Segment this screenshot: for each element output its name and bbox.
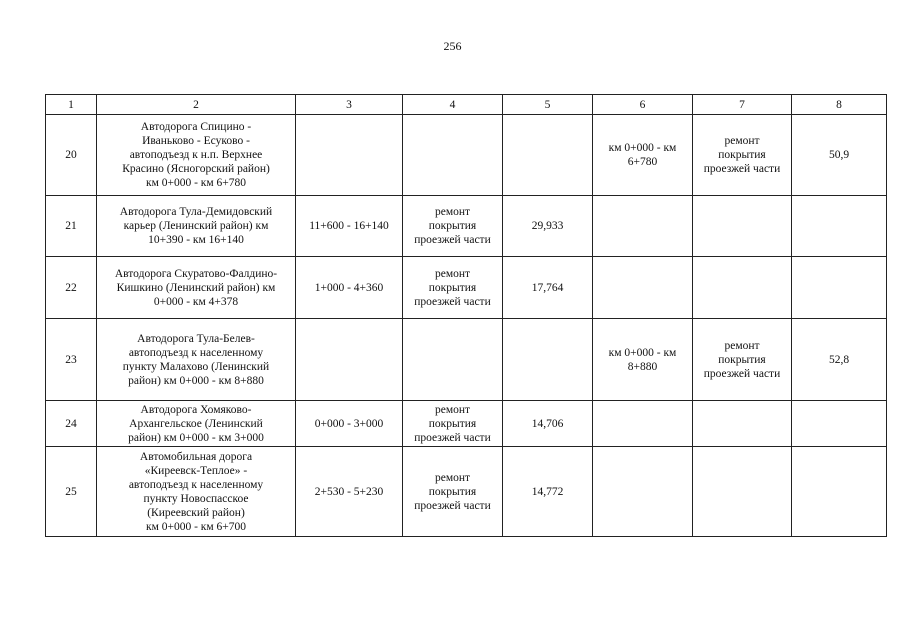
section2-cell: [593, 401, 693, 447]
value-cell: 29,933: [503, 196, 593, 257]
cell-line: проезжей части: [414, 234, 491, 246]
cell-line: ремонт: [434, 267, 471, 280]
cell-line: ремонт: [434, 206, 471, 218]
cell-line: Архангельское (Ленинский: [129, 417, 263, 430]
cell-line: проезжей части: [414, 499, 491, 512]
work-type2-cell: [693, 196, 792, 257]
section-cell: 2+530 - 5+230: [296, 447, 403, 537]
cell-line: км 0+000 - км: [608, 142, 677, 154]
cell-line: покрытия: [718, 353, 766, 366]
road-name-cell: [97, 196, 296, 257]
value-cell: 17,764: [503, 257, 593, 319]
cell-line: ремонт: [434, 403, 471, 416]
road-repair-table: [45, 94, 887, 537]
value2-cell: [792, 196, 887, 257]
header-cell: 5: [503, 95, 593, 115]
table-row: [46, 447, 887, 537]
cell-line: Автодорога Спицино -: [140, 121, 252, 133]
cell-line: проезжей части: [414, 295, 491, 308]
row-number-cell: 23: [46, 319, 97, 401]
road-name-cell: [97, 319, 296, 401]
cell-line: км 0+000 - км 6+700: [145, 520, 247, 533]
cell-line: км 0+000 - км: [608, 346, 677, 359]
cell-line: район) км 0+000 - км 8+880: [128, 374, 264, 387]
section-cell: [296, 115, 403, 196]
header-cell: 2: [97, 95, 296, 115]
page-number: 256: [443, 39, 462, 53]
work-type-cell: [403, 196, 503, 257]
table-body: [46, 95, 887, 537]
road-name-cell: [97, 447, 296, 537]
section2-cell: [593, 447, 693, 537]
cell-line: Красино (Ясногорский район): [122, 163, 270, 175]
header-cell: 4: [403, 95, 503, 115]
cell-line: ремонт: [724, 135, 760, 147]
cell-line: район) км 0+000 - км 3+000: [128, 431, 264, 444]
row-number-cell: 22: [46, 257, 97, 319]
work-type2-cell: [693, 447, 792, 537]
work-type-cell: [403, 401, 503, 447]
row-number-cell: 25: [46, 447, 97, 537]
row-number-cell: 21: [46, 196, 97, 257]
value-cell: 14,706: [503, 401, 593, 447]
cell-line: км 0+000 - км 6+780: [145, 177, 247, 189]
cell-line: Автомобильная дорога: [139, 450, 253, 463]
cell-line: Автодорога Тула-Белев-: [137, 332, 255, 345]
section-cell: 1+000 - 4+360: [296, 257, 403, 319]
cell-line: Кишкино (Ленинский район) км: [116, 281, 276, 294]
table-row: [46, 401, 887, 447]
header-cell: 7: [693, 95, 792, 115]
work-type2-cell: [693, 257, 792, 319]
work-type2-cell: [693, 115, 792, 196]
cell-line: Автодорога Скуратово-Фалдино-: [114, 267, 278, 280]
cell-line: покрытия: [428, 220, 477, 232]
work-type2-cell: [693, 401, 792, 447]
header-cell: 6: [593, 95, 693, 115]
row-number-cell: 24: [46, 401, 97, 447]
cell-line: Автодорога Тула-Демидовский: [119, 206, 273, 218]
table-row: [46, 257, 887, 319]
road-name-cell: [97, 401, 296, 447]
cell-line: проезжей части: [703, 367, 781, 380]
cell-line: пункту Малахово (Ленинский: [122, 360, 270, 373]
value-cell: [503, 319, 593, 401]
work-type-cell: [403, 319, 503, 401]
header-cell: 1: [46, 95, 97, 115]
section-cell: [296, 319, 403, 401]
cell-line: 0+000 - км 4+378: [153, 295, 239, 308]
cell-line: автоподъезд к населенному: [128, 346, 264, 359]
section2-cell: [593, 115, 693, 196]
value2-cell: 52,8: [792, 319, 887, 401]
header-cell: 3: [296, 95, 403, 115]
cell-line: Иваньково - Есуково -: [142, 135, 250, 147]
value2-cell: 50,9: [792, 115, 887, 196]
value-cell: [503, 115, 593, 196]
cell-line: автоподъезд к населенному: [128, 478, 264, 491]
cell-line: 10+390 - км 16+140: [148, 234, 244, 246]
cell-line: карьер (Ленинский район) км: [123, 220, 269, 232]
table-row: [46, 196, 887, 257]
table-row: [46, 115, 887, 196]
cell-line: (Киреевский район): [147, 506, 245, 519]
work-type-cell: [403, 115, 503, 196]
section-cell: 11+600 - 16+140: [296, 196, 403, 257]
cell-line: покрытия: [428, 485, 477, 498]
header-row: [46, 95, 887, 115]
road-name-cell: [97, 257, 296, 319]
work-type-cell: [403, 257, 503, 319]
row-number-cell: 20: [46, 115, 97, 196]
cell-line: ремонт: [724, 339, 760, 352]
section2-cell: [593, 319, 693, 401]
cell-line: покрытия: [428, 417, 477, 430]
cell-line: покрытия: [718, 149, 766, 161]
cell-line: ремонт: [434, 471, 471, 484]
cell-line: покрытия: [428, 281, 477, 294]
table-row: [46, 319, 887, 401]
work-type2-cell: [693, 319, 792, 401]
cell-line: пункту Новоспасское: [143, 492, 249, 505]
cell-line: проезжей части: [703, 163, 781, 175]
value2-cell: [792, 401, 887, 447]
section-cell: 0+000 - 3+000: [296, 401, 403, 447]
value2-cell: [792, 447, 887, 537]
cell-line: Автодорога Хомяково-: [140, 403, 252, 416]
header-cell: 8: [792, 95, 887, 115]
cell-line: 6+780: [627, 156, 658, 168]
road-name-cell: [97, 115, 296, 196]
cell-line: «Киреевск-Теплое» -: [144, 464, 248, 477]
work-type-cell: [403, 447, 503, 537]
cell-line: проезжей части: [414, 431, 491, 444]
section2-cell: [593, 196, 693, 257]
value-cell: 14,772: [503, 447, 593, 537]
section2-cell: [593, 257, 693, 319]
cell-line: автоподъезд к н.п. Верхнее: [129, 149, 263, 161]
cell-line: 8+880: [627, 360, 658, 373]
value2-cell: [792, 257, 887, 319]
